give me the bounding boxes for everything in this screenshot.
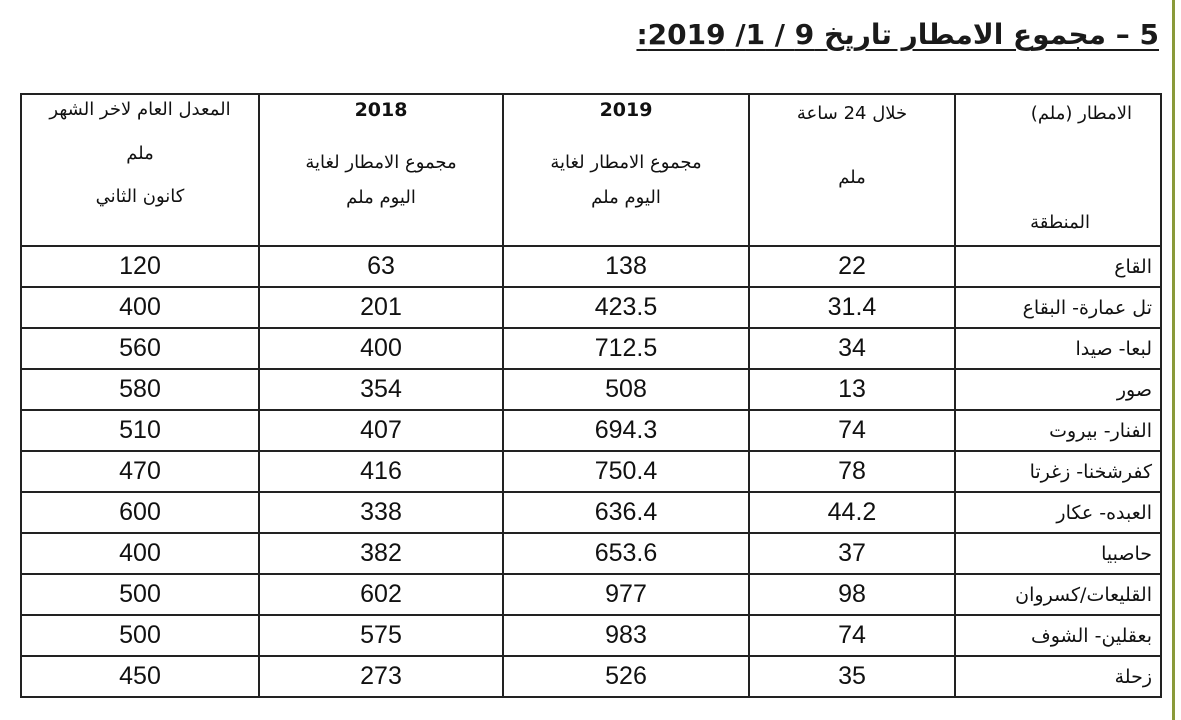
header-region [955, 94, 1161, 246]
cell-region: بعقلين- الشوف [955, 615, 1161, 656]
rainfall-table [20, 93, 1162, 698]
cell-24h: 44.2 [749, 492, 955, 533]
cell-2019: 653.6 [503, 533, 749, 574]
rainfall-table-wrapper [20, 93, 1160, 698]
header-2019 [503, 94, 749, 246]
cell-region: تل عمارة- البقاع [955, 287, 1161, 328]
page-title: 5 – مجموع الامطار تاريخ 9 / 1/ 2019: [636, 18, 1159, 51]
cell-24h: 37 [749, 533, 955, 574]
cell-2018: 602 [259, 574, 503, 615]
cell-2018: 63 [259, 246, 503, 287]
cell-2018: 354 [259, 369, 503, 410]
cell-24h: 34 [749, 328, 955, 369]
cell-average: 580 [21, 369, 259, 410]
cell-average: 470 [21, 451, 259, 492]
cell-2019: 423.5 [503, 287, 749, 328]
cell-average: 120 [21, 246, 259, 287]
cell-24h: 78 [749, 451, 955, 492]
cell-24h: 22 [749, 246, 955, 287]
cell-region: العبده- عكار [955, 492, 1161, 533]
cell-region: القاع [955, 246, 1161, 287]
cell-24h: 35 [749, 656, 955, 697]
header-2019-line2: اليوم ملم [591, 187, 661, 209]
header-region-label: المنطقة [1030, 212, 1090, 233]
table-row [21, 492, 1161, 533]
cell-average: 560 [21, 328, 259, 369]
cell-24h: 98 [749, 574, 955, 615]
cell-2018: 201 [259, 287, 503, 328]
cell-2019: 712.5 [503, 328, 749, 369]
cell-2018: 575 [259, 615, 503, 656]
cell-average: 600 [21, 492, 259, 533]
cell-2019: 526 [503, 656, 749, 697]
cell-2019: 694.3 [503, 410, 749, 451]
cell-region: زحلة [955, 656, 1161, 697]
header-average-line1: المعدل العام لاخر الشهر [49, 99, 231, 120]
cell-2018: 416 [259, 451, 503, 492]
cell-24h: 13 [749, 369, 955, 410]
cell-region: حاصبيا [955, 533, 1161, 574]
table-row [21, 246, 1161, 287]
cell-2018: 273 [259, 656, 503, 697]
header-2018 [259, 94, 503, 246]
header-24h-unit: ملم [838, 166, 866, 188]
header-2019-year: 2019 [599, 99, 653, 121]
page-border-line [1172, 0, 1175, 720]
cell-2019: 138 [503, 246, 749, 287]
table-row [21, 328, 1161, 369]
cell-average: 500 [21, 574, 259, 615]
cell-region: الفنار- بيروت [955, 410, 1161, 451]
header-2019-line1: مجموع الامطار لغاية [550, 151, 702, 173]
cell-average: 500 [21, 615, 259, 656]
cell-2019: 983 [503, 615, 749, 656]
cell-2018: 338 [259, 492, 503, 533]
cell-24h: 74 [749, 615, 955, 656]
header-24h-label: خلال 24 ساعة [796, 103, 908, 124]
table-row [21, 533, 1161, 574]
table-row [21, 287, 1161, 328]
cell-2019: 508 [503, 369, 749, 410]
table-row [21, 451, 1161, 492]
cell-region: لبعا- صيدا [955, 328, 1161, 369]
cell-average: 400 [21, 287, 259, 328]
header-rain-label: الامطار (ملم) [1030, 103, 1132, 124]
cell-2018: 407 [259, 410, 503, 451]
cell-average: 450 [21, 656, 259, 697]
table-row [21, 574, 1161, 615]
cell-2018: 400 [259, 328, 503, 369]
cell-region: القليعات/كسروان [955, 574, 1161, 615]
table-header-row [21, 94, 1161, 246]
cell-2018: 382 [259, 533, 503, 574]
table-row [21, 369, 1161, 410]
cell-region: كفرشخنا- زغرتا [955, 451, 1161, 492]
cell-average: 510 [21, 410, 259, 451]
cell-24h: 74 [749, 410, 955, 451]
table-row [21, 656, 1161, 697]
cell-2019: 977 [503, 574, 749, 615]
header-24h [749, 94, 955, 246]
cell-2019: 636.4 [503, 492, 749, 533]
cell-24h: 31.4 [749, 287, 955, 328]
header-2018-line1: مجموع الامطار لغاية [305, 151, 457, 173]
table-row [21, 410, 1161, 451]
header-average-line2: ملم [126, 142, 154, 164]
header-average [21, 94, 259, 246]
cell-2019: 750.4 [503, 451, 749, 492]
table-row [21, 615, 1161, 656]
header-2018-line2: اليوم ملم [346, 187, 416, 209]
cell-average: 400 [21, 533, 259, 574]
header-2018-year: 2018 [354, 99, 408, 121]
cell-region: صور [955, 369, 1161, 410]
header-average-line3: كانون الثاني [95, 186, 185, 208]
